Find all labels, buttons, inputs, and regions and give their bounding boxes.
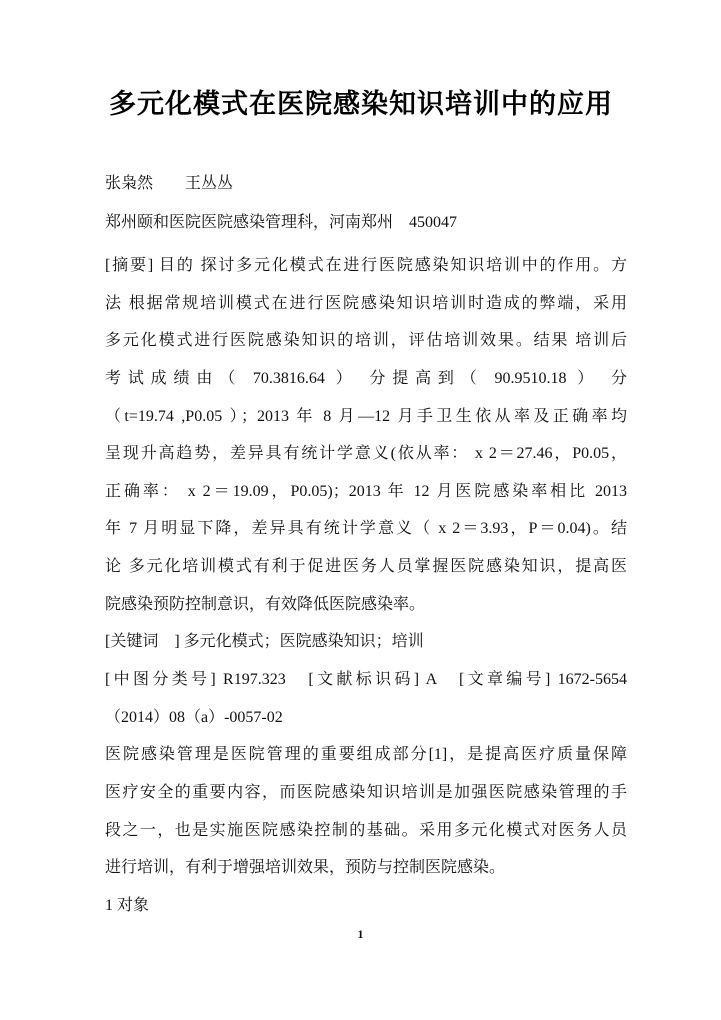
body-line: 院感染预防控制意识，有效降低医院感染率。 bbox=[105, 595, 426, 613]
body-line: 医院感染管理是医院管理的重要组成部分[1]，是提高医疗质量保障 bbox=[105, 746, 627, 764]
authors-line: 张枭然 王丛丛 bbox=[105, 175, 234, 192]
article-body bbox=[105, 247, 627, 925]
section-heading: 1 对象 bbox=[105, 896, 150, 914]
keywords-line: [关键词 ] 多元化模式；医院感染知识；培训 bbox=[105, 633, 424, 651]
body-line: 呈现升高趋势，差异具有统计学意义(依从率： x 2＝27.46，P0.05， bbox=[105, 445, 627, 463]
body-line: 论 多元化培训模式有利于促进医务人员掌握医院感染知识，提高医 bbox=[105, 558, 627, 576]
page-number: 1 bbox=[357, 927, 364, 941]
body-line: 多元化模式进行医院感染知识的培训，评估培训效果。结果 培训后 bbox=[105, 332, 627, 350]
body-line: 段之一，也是实施医院感染控制的基础。采用多元化模式对医务人员 bbox=[105, 821, 627, 839]
body-line: （t=19.74 ,P0.05 ）；2013 年 8 月—12 月手卫生依从率及正确率均 bbox=[105, 407, 627, 425]
paper-title: 多元化模式在医院感染知识培训中的应用 bbox=[109, 89, 613, 119]
classification-line: [中图分类号] R197.323 [文献标识码] A [文章编号] 1672-5654 bbox=[105, 671, 627, 689]
body-line: 法 根据常规培训模式在进行医院感染知识培训时造成的弊端，采用 bbox=[105, 294, 627, 312]
article-number-line: （2014）08（a）-0057-02 bbox=[105, 708, 283, 726]
body-line: 考试成绩由（ 70.3816.64 ） 分提高到（ 90.9510.18 ） 分 bbox=[105, 369, 627, 387]
affiliation-line: 郑州颐和医院医院感染管理科，河南郑州 450047 bbox=[105, 214, 458, 231]
body-line: 正确率： x 2＝19.09，P0.05)；2013 年 12 月医院感染率相比 2013 bbox=[105, 482, 627, 500]
body-line: [摘要] 目的 探讨多元化模式在进行医院感染知识培训中的作用。方 bbox=[105, 257, 627, 274]
body-line: 进行培训，有利于增强培训效果，预防与控制医院感染。 bbox=[105, 859, 506, 877]
body-line: 年 7 月明显下降，差异具有统计学意义（ x 2＝3.93，P＝0.04)。结 bbox=[105, 520, 627, 538]
body-line: 医疗安全的重要内容，而医院感染知识培训是加强医院感染管理的手 bbox=[105, 783, 627, 801]
